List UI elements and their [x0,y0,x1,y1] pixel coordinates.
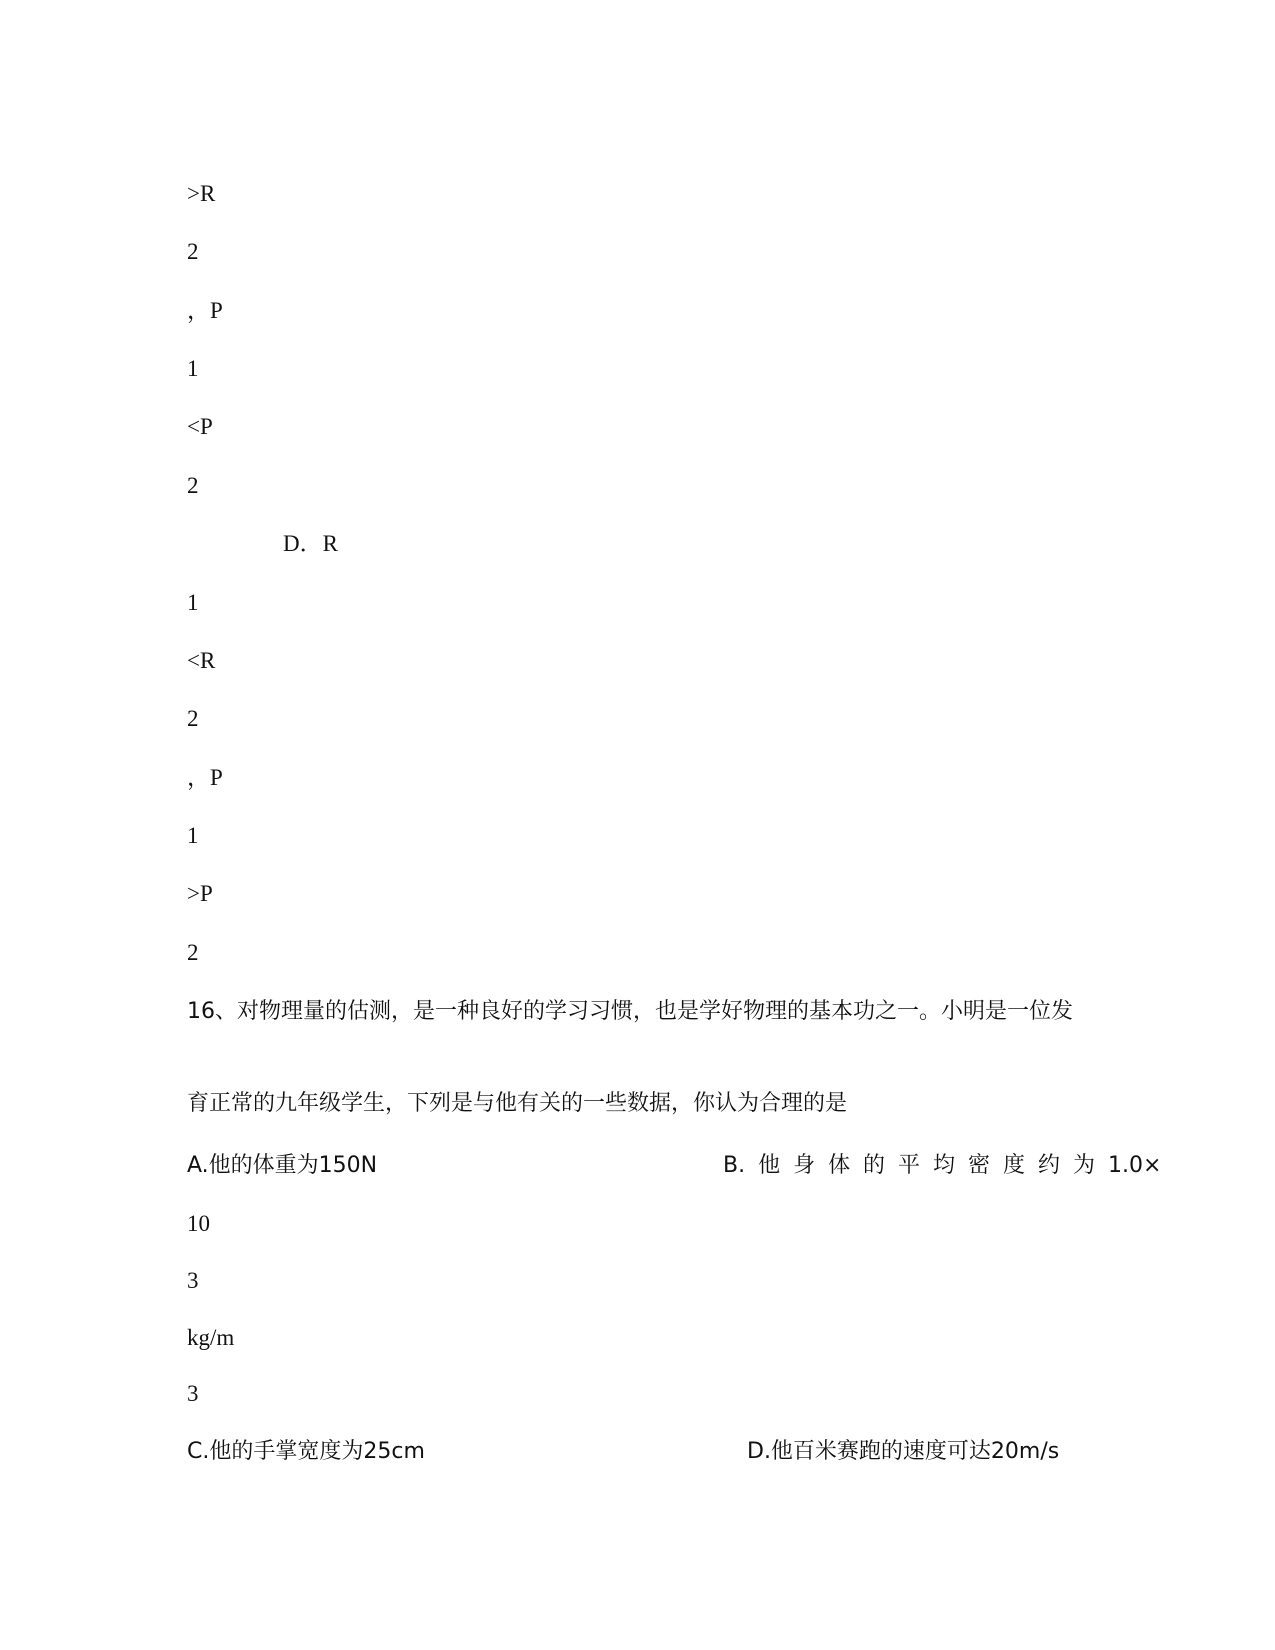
option-b-part: 3 [187,1381,199,1406]
fragment-line: ，P [187,765,223,790]
fragment-line: 1 [187,823,199,848]
fragment-line: <R [187,648,216,673]
question-stem-line2: 育正常的九年级学生，下列是与他有关的一些数据，你认为合理的是 [187,1091,848,1116]
fragment-line: 2 [187,239,199,264]
option-row-cd [187,1438,1087,1466]
fragment-line: 1 [187,590,199,615]
option-d-prev: D．R [283,531,338,556]
fragment-line: ，P [187,298,223,323]
fragment-line: <P [187,414,213,439]
option-a: A.他的体重为150N [187,1153,378,1178]
question-stem-line1: 16、对物理量的估测，是一种良好的学习习惯，也是学好物理的基本功之一。小明是一位发 [187,999,1073,1024]
option-b-part: kg/m [187,1325,235,1350]
fragment-line: 2 [187,940,199,965]
option-c: C.他的手掌宽度为25cm [187,1439,425,1464]
fragment-line: 2 [187,706,199,731]
fragment-line: 2 [187,473,199,498]
option-d: D.他百米赛跑的速度可达20m/s [747,1439,1060,1464]
fragment-line: 1 [187,356,199,381]
fragment-line: >P [187,881,213,906]
option-b: B. 他 身 体 的 平 均 密 度 约 为 1.0× [723,1153,1162,1178]
option-b-part: 10 [187,1211,210,1236]
option-row-ab [187,1152,1162,1180]
option-b-part: 3 [187,1268,199,1293]
fragment-line: >R [187,181,216,206]
